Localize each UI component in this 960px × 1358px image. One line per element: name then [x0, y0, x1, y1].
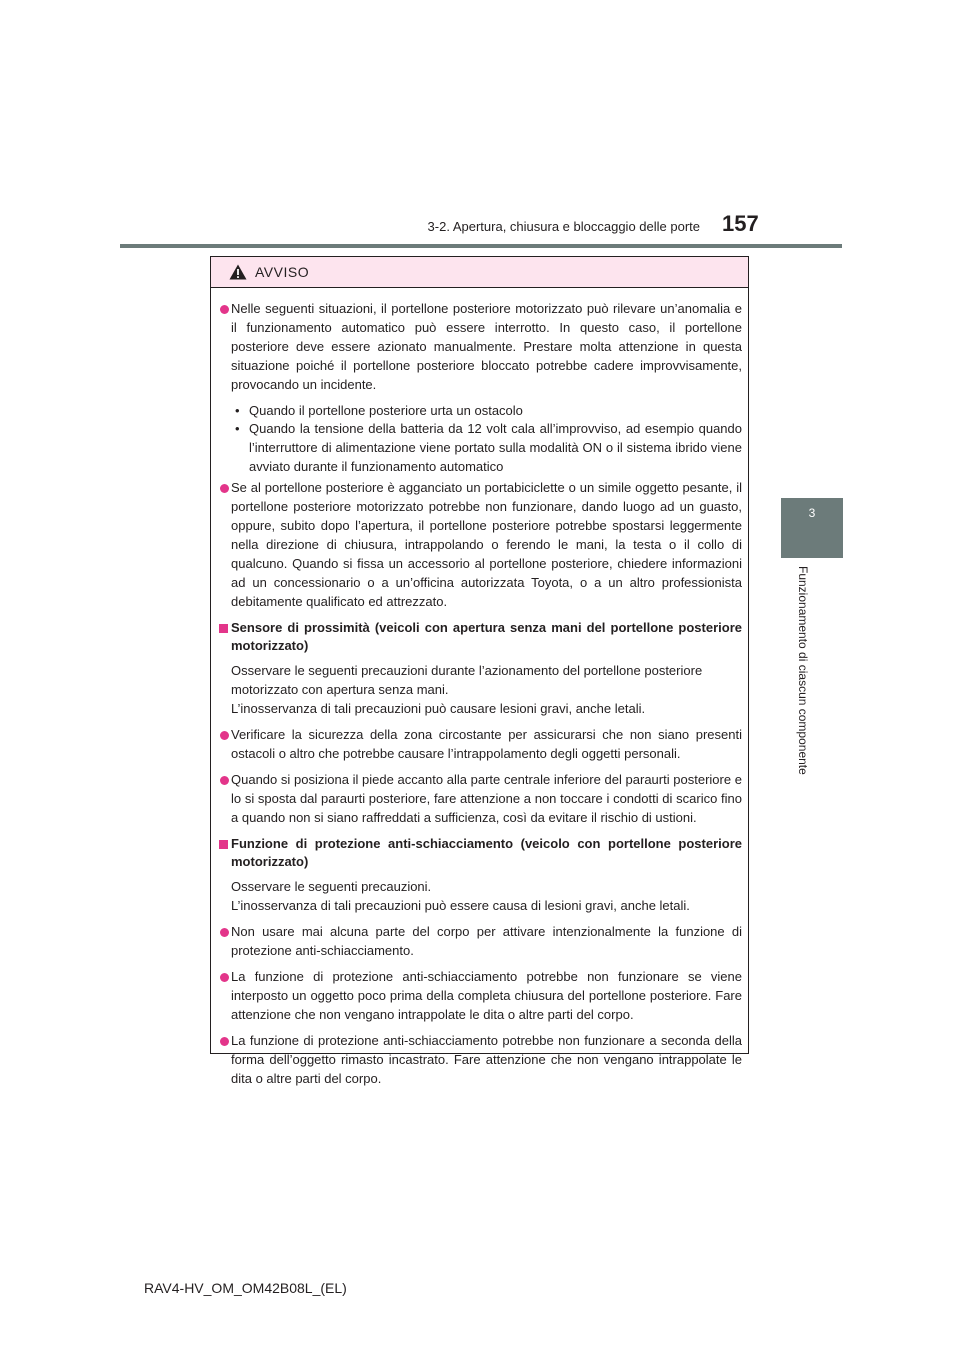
bullet-icon [220, 973, 229, 982]
chapter-number: 3 [808, 506, 816, 520]
list-item [217, 968, 742, 1025]
warning-triangle-icon [229, 264, 247, 280]
list-item [217, 479, 742, 611]
list-item-text: La funzione di protezione anti-schiacciamento potrebbe non funzionare se viene interposto un oggetto poco prima della completa chiusura del portellone posteriore. Fare attenzione che non vengano intrappolate le dita o altre parti del corpo. [231, 969, 742, 1022]
sub-list-item [235, 402, 742, 421]
intro-text: L’inosservanza di tali precauzioni può essere causa di lesioni gravi, anche letali. [231, 898, 690, 914]
list-item-text: Nelle seguenti situazioni, il portellone posteriore motorizzato può rilevare un’anomalia e il funzionamento automatico può essere interrotto. In questo caso, il portellone posteriore deve essere azionato manualmente. Prestare molta attenzione in questa situazione poiché il portellone posteriore bloccato potrebbe cadere improvvisamente, provocando un incidente. [231, 301, 742, 392]
running-header-section: 3-2. Apertura, chiusura e bloccaggio delle porte [427, 219, 700, 234]
square-bullet-icon [219, 840, 228, 849]
warning-header [211, 257, 748, 288]
warning-box [210, 256, 749, 1086]
sub-list-item-text: Quando il portellone posteriore urta un ostacolo [249, 402, 523, 418]
intro-text: Osservare le seguenti precauzioni. [231, 879, 432, 895]
intro-text: Osservare le seguenti precauzioni durante l’azionamento del portellone posteriore motorizzato con apertura senza mani. [231, 663, 703, 698]
list-item-text: Verificare la sicurezza della zona circostante per assicurarsi che non siano presenti ostacoli o altro che potrebbe causare l’intrappolamento degli oggetti personali. [231, 727, 742, 761]
bullet-icon [220, 776, 229, 785]
list-item [217, 771, 742, 828]
section-heading [217, 835, 742, 873]
section-heading-text: Funzione di protezione anti-schiacciamento (veicolo con portellone posteriore motorizzato) [231, 835, 742, 870]
bullet-icon [220, 484, 229, 493]
list-item-text: La funzione di protezione anti-schiacciamento potrebbe non funzionare a seconda della forma dell’oggetto rimasto incastrato. Fare attenzione che non vengano intrappolate le dita o altre parti del corpo. [231, 1032, 742, 1086]
list-item [217, 923, 742, 961]
section-heading [217, 619, 742, 657]
list-item [217, 726, 742, 764]
header-divider [120, 244, 842, 248]
sub-list [217, 402, 742, 478]
square-bullet-icon [219, 624, 228, 633]
intro-text: L’inosservanza di tali precauzioni può causare lesioni gravi, anche letali. [231, 701, 646, 717]
dot-icon: • [235, 421, 240, 437]
list-item [217, 1032, 742, 1089]
section-heading-text: Sensore di prossimità (veicoli con apertura senza mani del portellone posteriore motorizzato) [231, 619, 742, 654]
section-intro [217, 878, 742, 916]
document-code: RAV4-HV_OM_OM42B08L_(EL) [144, 1280, 347, 1296]
warning-body [211, 288, 748, 1088]
bullet-icon [220, 731, 229, 740]
warning-title: AVVISO [255, 264, 310, 280]
dot-icon: • [235, 402, 240, 418]
bullet-icon [220, 928, 229, 937]
list-item [217, 300, 742, 395]
bullet-icon [220, 305, 229, 314]
section-intro [217, 662, 742, 719]
list-item-text: Quando si posiziona il piede accanto alla parte centrale inferiore del paraurti posteriore e lo si sposta dal paraurti posteriore, fare attenzione a non toccare i condotti di scarico fino a quando non si siano raffreddati a sufficienza, così da evitare il rischio di ustioni. [231, 771, 742, 825]
bullet-icon [220, 1037, 229, 1046]
chapter-label: Funzionamento di ciascun componente [796, 566, 810, 775]
chapter-tab [781, 498, 843, 558]
page-number: 157 [722, 211, 759, 236]
list-item-text: Se al portellone posteriore è agganciato un portabiciclette o un simile oggetto pesante, il portellone posteriore motorizzato potrebbe non funzionare, dando luogo ad un guasto, oppure, subito dopo l’apertura, il portellone posteriore potrebbe spostarsi leggermente nella direzione di chiusura, intrappolando o ferendo le mani, la testa o il collo di qualcuno. Quando si fissa un accessorio al portellone posteriore, chiedere informazioni ad un concessionario o a un’officina autorizzata Toyota, o a un altro professionista debitamente qualificato ed attrezzato. [231, 480, 742, 609]
sub-list-item [235, 420, 742, 477]
list-item-text: Non usare mai alcuna parte del corpo per attivare intenzionalmente la funzione di protezione anti-schiacciamento. [231, 924, 742, 959]
sub-list-item-text: Quando la tensione della batteria da 12 volt cala all’improvviso, ad esempio quando l’interruttore di alimentazione viene portato sulla modalità ON o il sistema ibrido viene avviato durante il funzionamento automatico [249, 421, 742, 475]
